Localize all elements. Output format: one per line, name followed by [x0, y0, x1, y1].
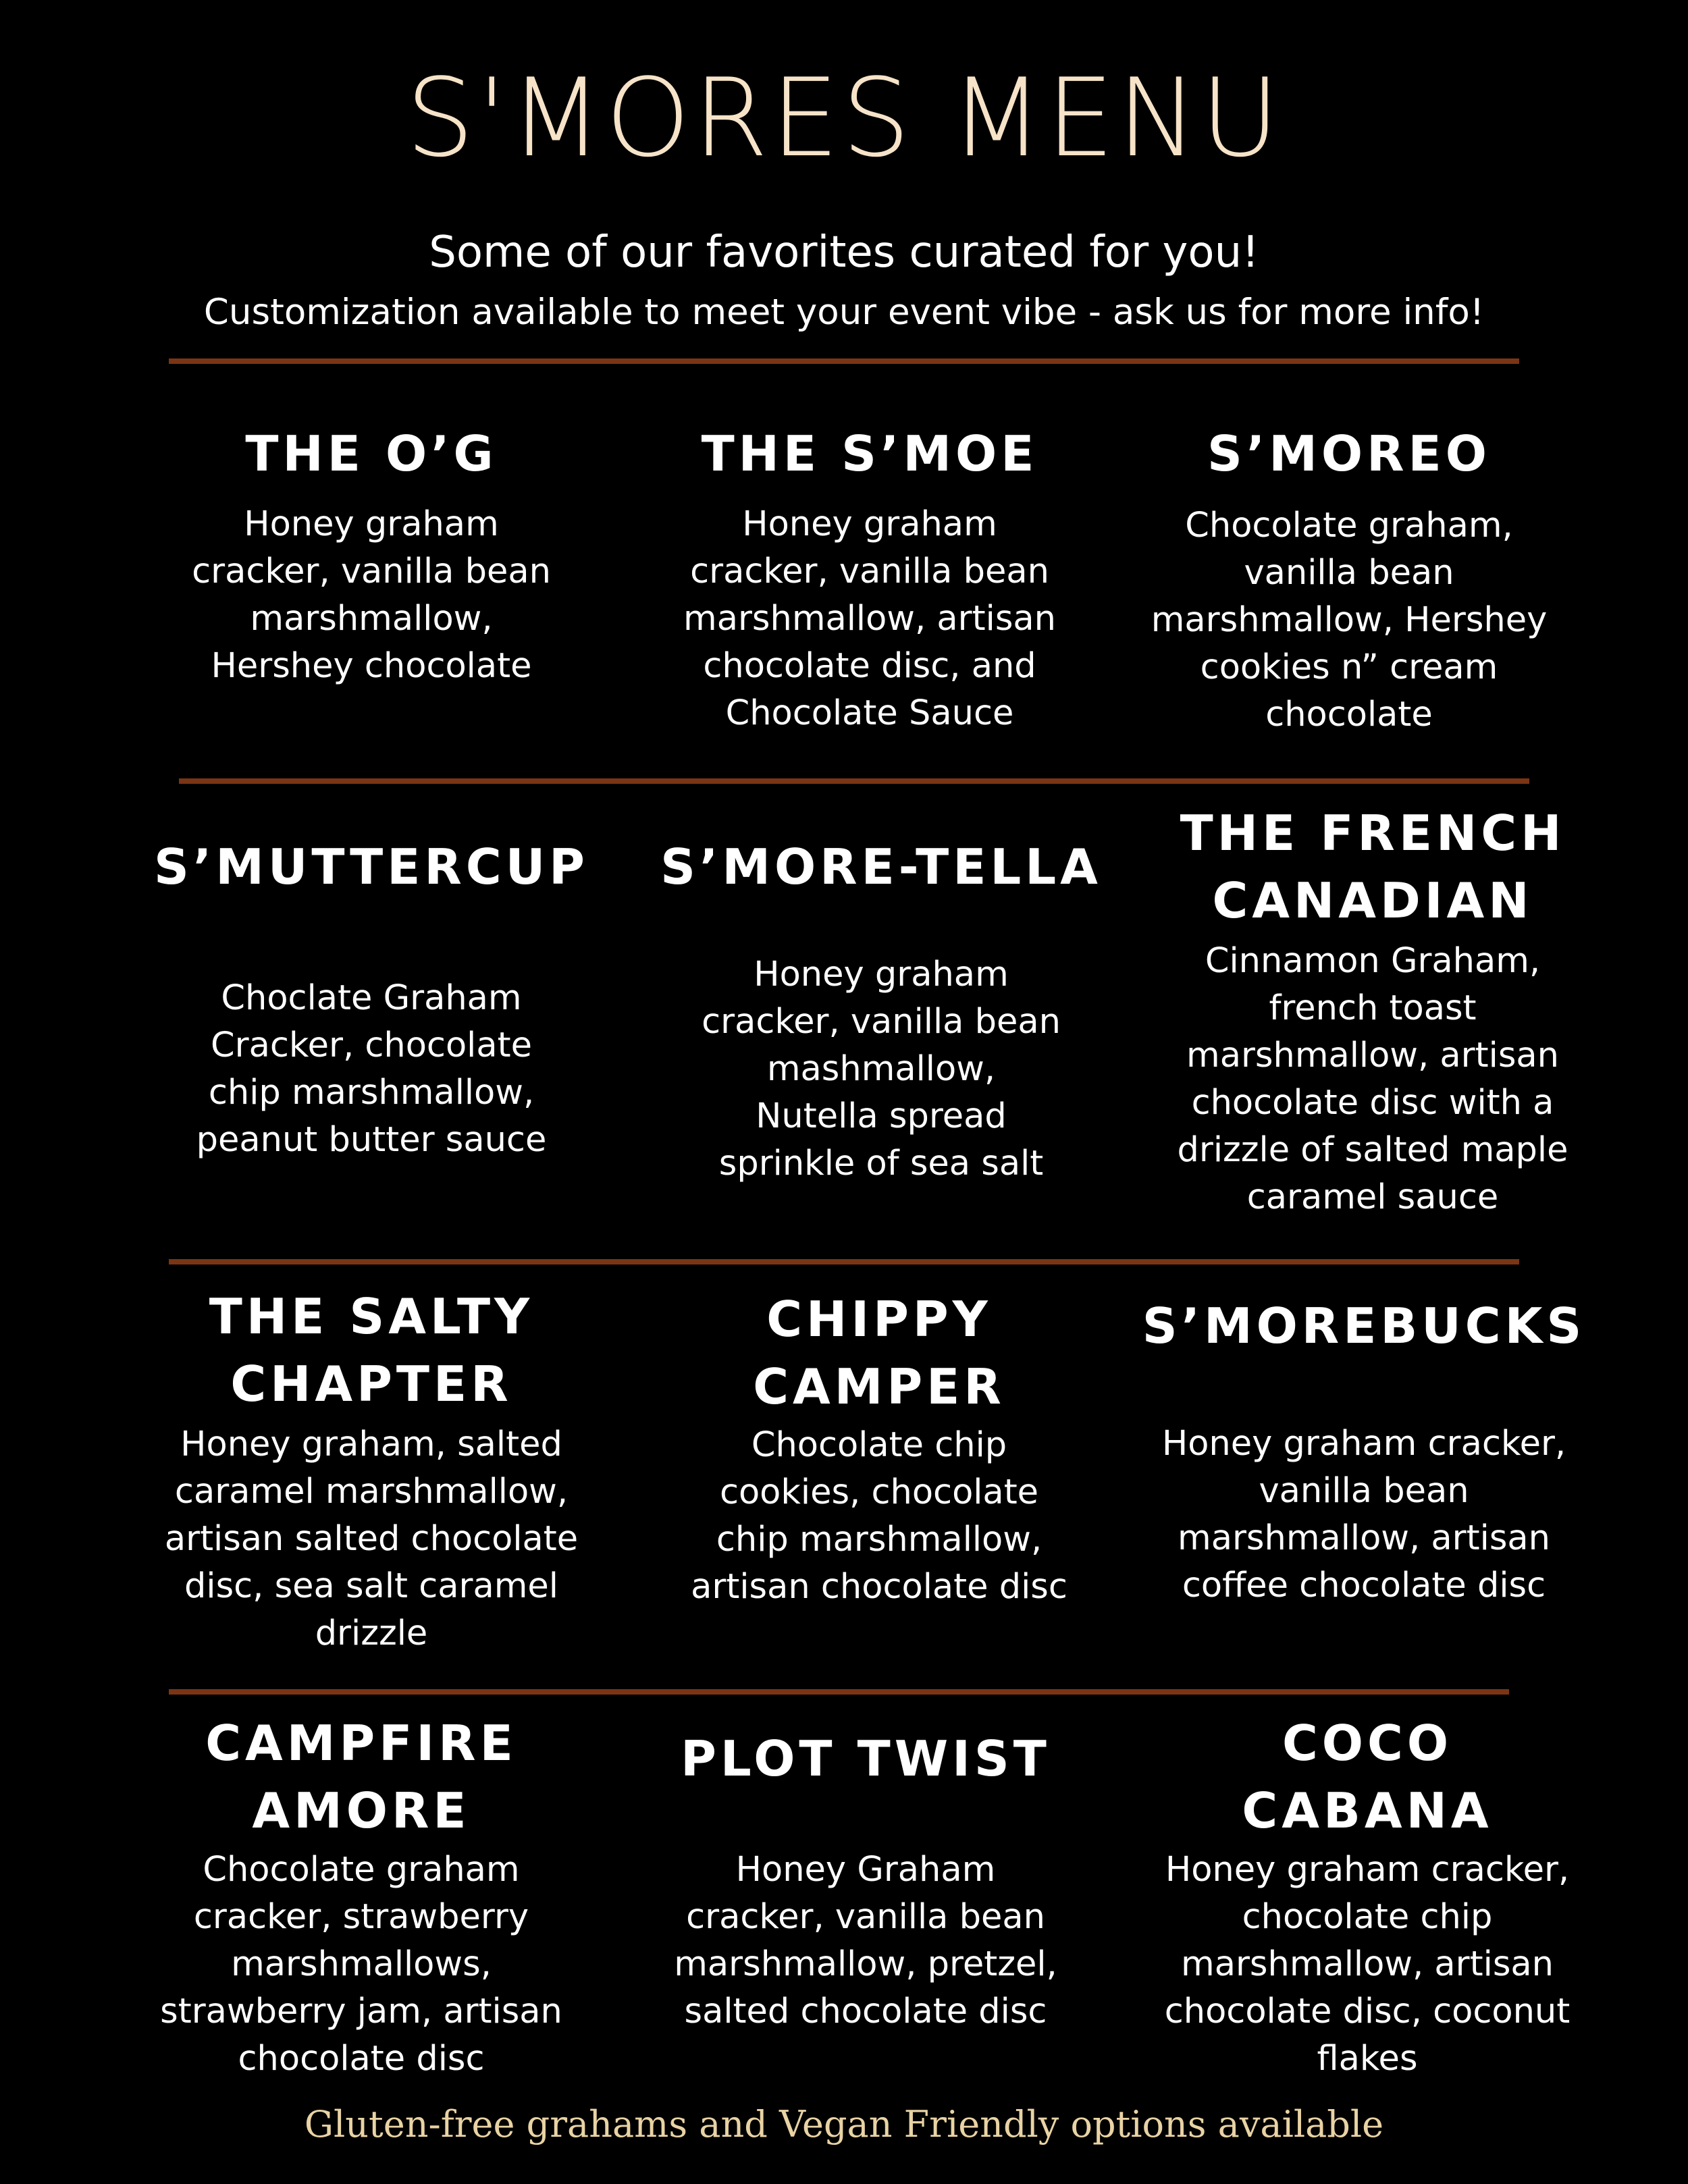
menu-item-name: S’MUTTERCUP: [154, 838, 589, 895]
menu-subtitle: Some of our favorites curated for you!: [429, 228, 1259, 277]
menu-title: S'MORES MENU: [405, 55, 1283, 181]
menu-item-smorebucks: [1121, 1292, 1607, 1609]
dietary-options-note: Gluten-free grahams and Vegan Friendly options available: [304, 2103, 1384, 2146]
menu-item-description: Honey graham cracker, vanilla bean marshmallow, Hershey chocolate: [192, 504, 551, 686]
divider-row-2: [169, 1259, 1519, 1264]
menu-item-the-french-canadian: [1130, 799, 1616, 1221]
menu-item-coco-cabana: [1124, 1709, 1610, 2083]
menu-item-name: THE FRENCH CANADIAN: [1180, 805, 1566, 929]
divider-row-1: [179, 778, 1529, 784]
menu-item-the-og: [128, 420, 614, 690]
menu-item-description: Cinnamon Graham, french toast marshmallow, artisan chocolate disc with a drizzle of salted maple caramel sauce: [1177, 941, 1568, 1217]
menu-item-chippy-camper: [636, 1285, 1122, 1611]
menu-item-name: THE SALTY CHAPTER: [209, 1288, 534, 1412]
menu-item-name: S’MOREBUCKS: [1142, 1298, 1586, 1354]
menu-item-name: CHIPPY CAMPER: [753, 1291, 1005, 1415]
menu-item-name: PLOT TWIST: [681, 1730, 1051, 1787]
menu-item-description: Honey graham, salted caramel marshmallow, artisan salted chocolate disc, sea salt caramel drizzle: [164, 1424, 579, 1653]
menu-item-smoreo: [1106, 420, 1592, 739]
menu-tagline: Customization available to meet your event vibe - ask us for more info!: [203, 292, 1485, 333]
menu-item-description: Choclate Graham Cracker, chocolate chip marshmallow, peanut butter sauce: [196, 978, 547, 1160]
menu-item-description: Honey Graham cracker, vanilla bean marshmallow, pretzel, salted chocolate disc: [674, 1850, 1057, 2031]
menu-item-the-salty-chapter: [128, 1283, 614, 1657]
divider-row-3: [169, 1689, 1509, 1695]
menu-item-name: THE O’G: [245, 425, 498, 482]
menu-item-name: COCO CABANA: [1242, 1715, 1493, 1839]
menu-item-name: S’MORE-TELLA: [660, 838, 1102, 895]
menu-item-smore-tella: [638, 833, 1124, 1188]
menu-item-description: Chocolate chip cookies, chocolate chip marshmallow, artisan chocolate disc: [691, 1425, 1067, 1607]
menu-item-smuttercup: [128, 833, 614, 1164]
menu-item-description: Chocolate graham, vanilla bean marshmallow, Hershey cookies n” cream chocolate: [1151, 506, 1548, 735]
menu-item-description: Honey graham cracker, chocolate chip marshmallow, artisan chocolate disc, coconut flakes: [1164, 1850, 1571, 2079]
menu-item-description: Honey graham cracker, vanilla bean marshmallow, artisan coffee chocolate disc: [1161, 1424, 1566, 1605]
menu-item-name: S’MOREO: [1207, 425, 1491, 482]
menu-item-description: Honey graham cracker, vanilla bean marshmallow, artisan chocolate disc, and Chocolate Sauce: [683, 504, 1056, 733]
menu-item-name: THE S’MOE: [701, 425, 1038, 482]
menu-item-the-smoe: [627, 420, 1113, 737]
menu-item-description: Chocolate graham cracker, strawberry marshmallows, strawberry jam, artisan chocolate disc: [160, 1850, 562, 2079]
menu-item-campfire-amore: [118, 1709, 604, 2083]
menu-item-name: CAMPFIRE AMORE: [205, 1715, 517, 1839]
menu-item-plot-twist: [623, 1725, 1109, 2035]
divider-top: [169, 358, 1519, 364]
menu-item-description: Honey graham cracker, vanilla bean mashmallow, Nutella spread sprinkle of sea salt: [702, 955, 1061, 1183]
